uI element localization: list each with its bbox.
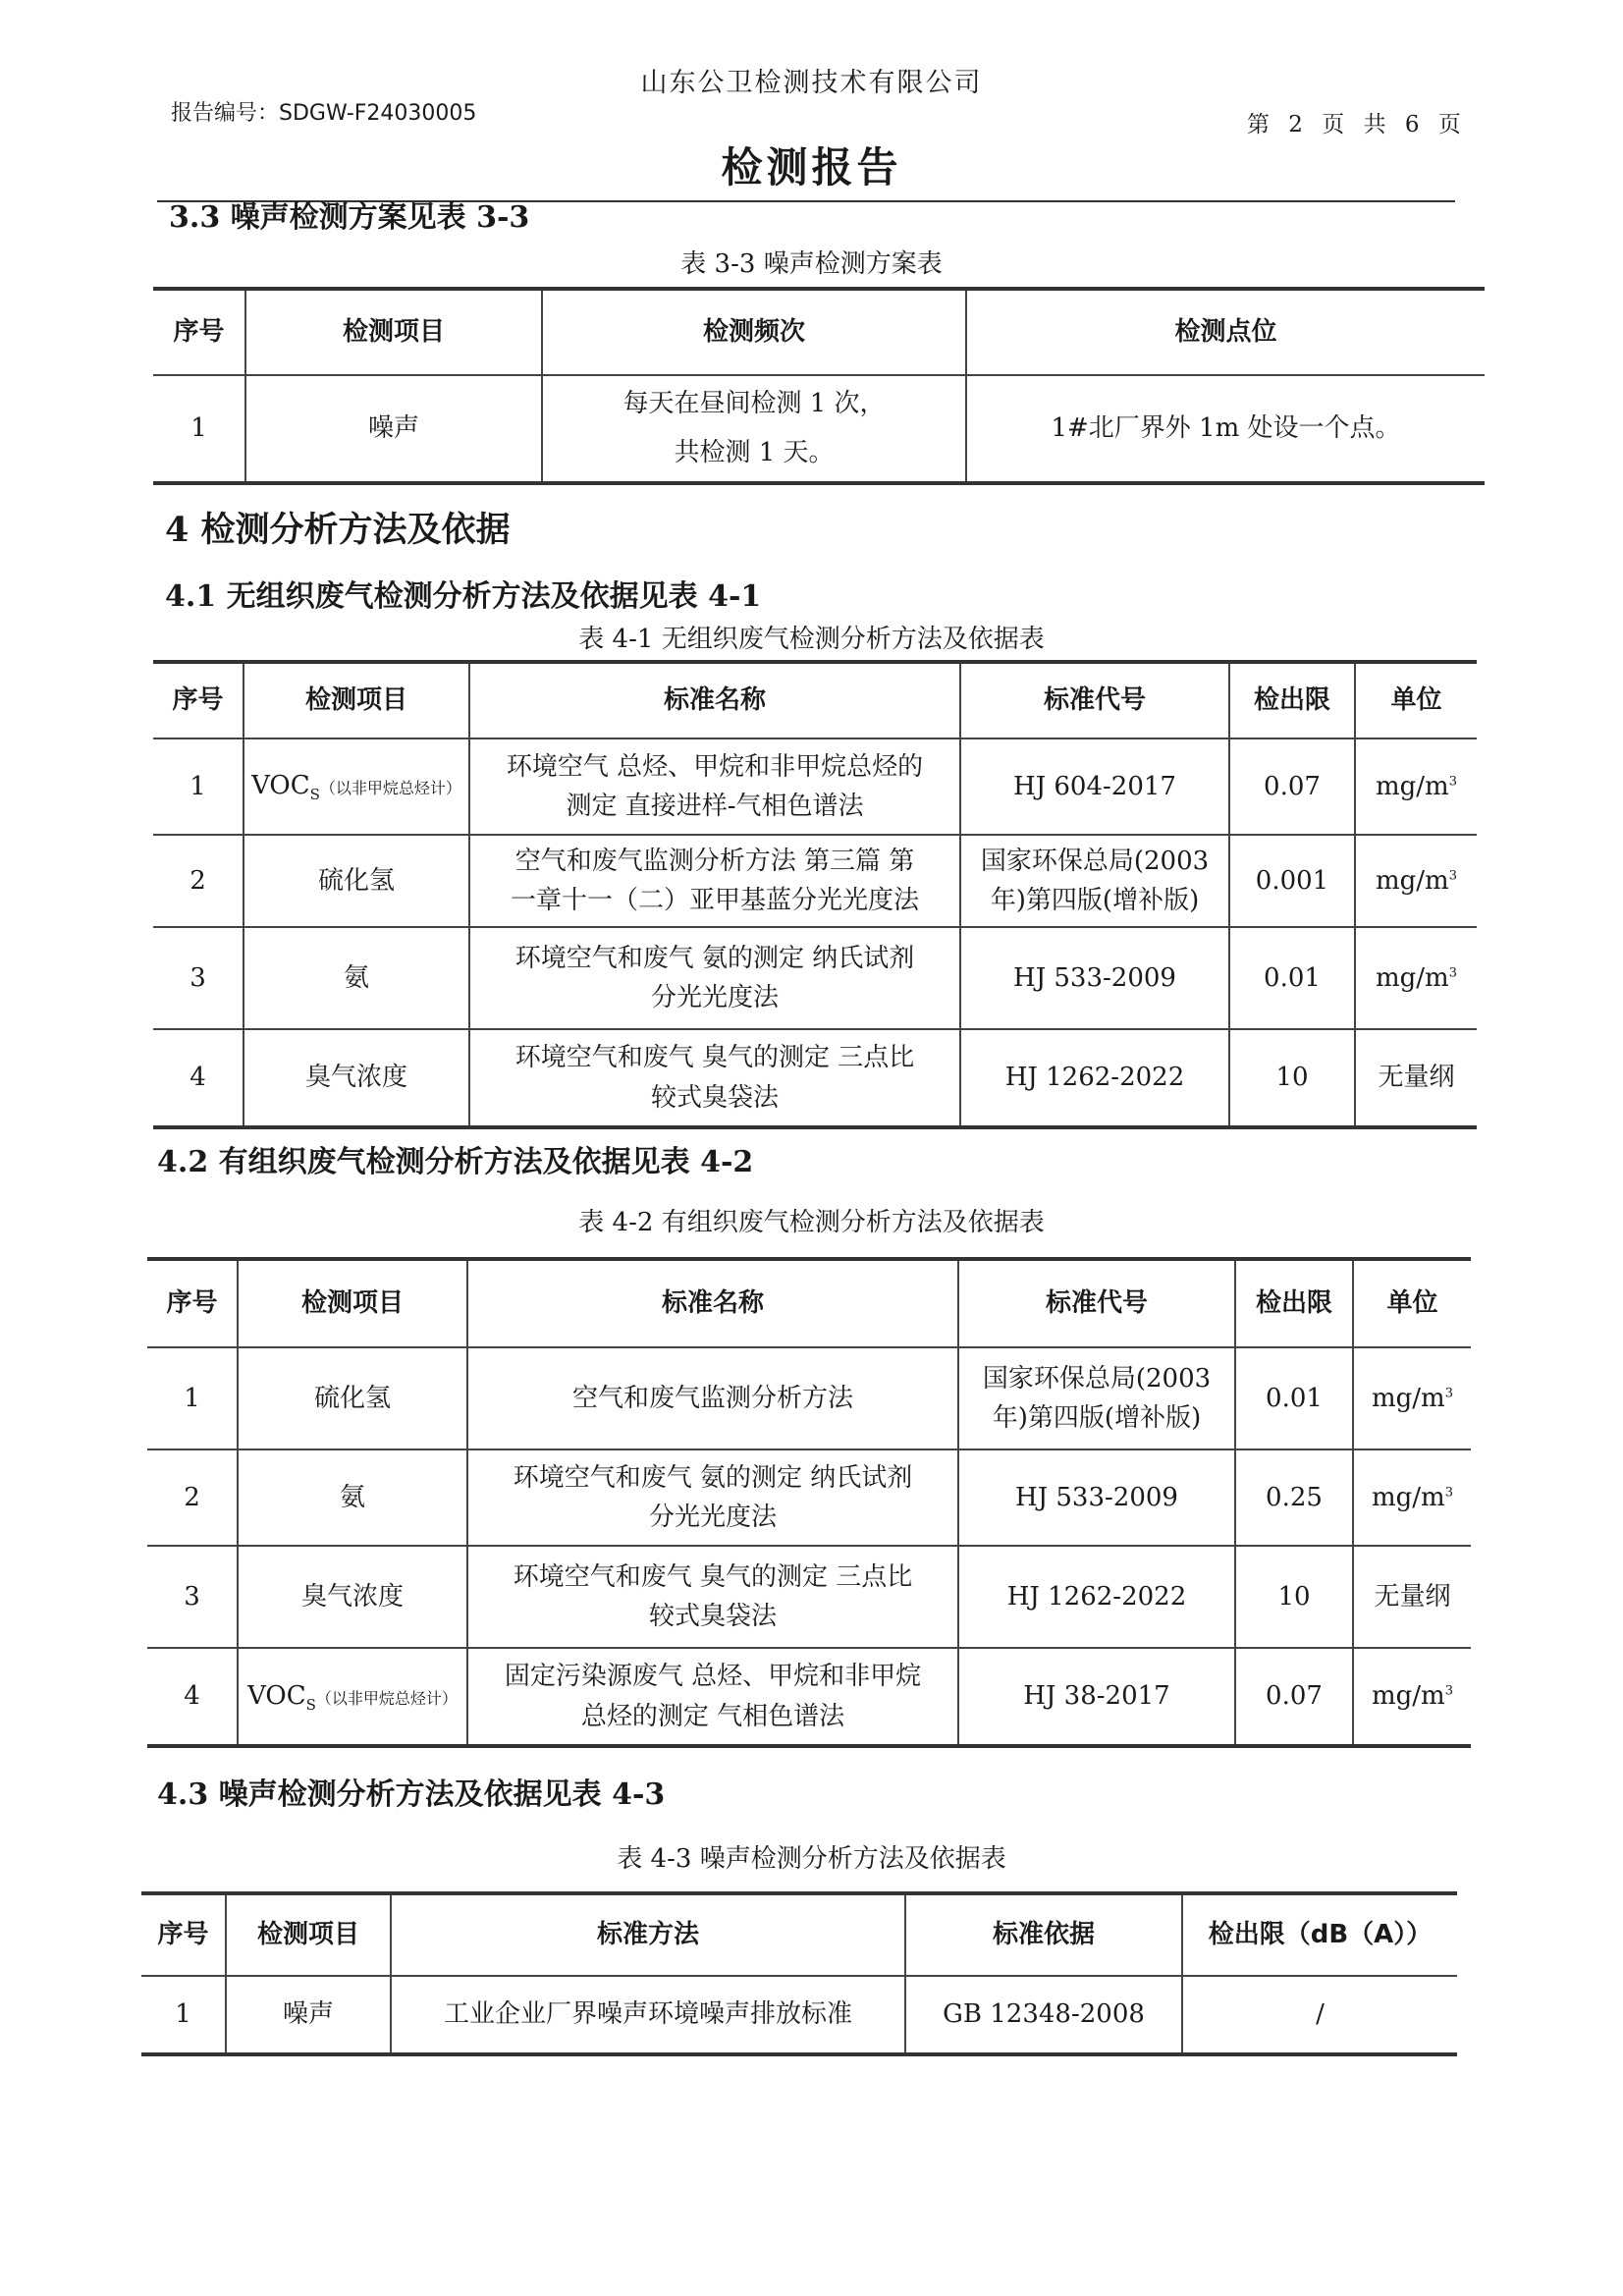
table-header-cell: 检测项目 [238, 1259, 467, 1347]
unit: 无量纲 [1353, 1546, 1471, 1648]
standard-code [958, 1347, 1235, 1449]
text-line: 分光光度法 [650, 983, 779, 1012]
table-header-cell: 序号 [153, 662, 243, 738]
unit-base: mg/m [1372, 1383, 1445, 1413]
table-header-cell: 检出限（dB（A）） [1182, 1893, 1457, 1976]
table-header-cell: 标准方法 [391, 1893, 905, 1976]
table-4-1 [153, 660, 1477, 1129]
text-line: 年)第四版(增补版) [990, 886, 1200, 915]
table-row [147, 1347, 1471, 1449]
text-line: 分光光度法 [648, 1503, 777, 1532]
detection-limit: 0.25 [1235, 1449, 1353, 1546]
text-line: HJ 38-2017 [1023, 1681, 1170, 1712]
text-line: 国家环保总局(2003 [982, 1363, 1212, 1394]
standard-name [467, 1449, 958, 1546]
text-line: 国家环保总局(2003 [980, 846, 1210, 876]
detection-limit: 0.01 [1229, 927, 1355, 1029]
text-line: 环境空气和废气 臭气的测定 三点比 [514, 1043, 915, 1073]
unit [1355, 738, 1477, 835]
text-line: 空气和废气监测分析方法 [571, 1383, 853, 1413]
detection-limit: / [1182, 1976, 1457, 2054]
table-row [141, 1976, 1457, 2054]
text-line: HJ 533-2009 [1015, 1482, 1178, 1512]
table-row [153, 835, 1477, 927]
standard-name [469, 835, 960, 927]
standard-name [469, 738, 960, 835]
test-item: 氨 [238, 1449, 467, 1546]
text-line: 环境空气和废气 臭气的测定 三点比 [513, 1561, 913, 1592]
item-note: （以非甲烷总烃计） [315, 1688, 458, 1708]
table-header-cell: 序号 [153, 289, 245, 375]
table-row [153, 375, 1485, 483]
item-subscript: S [309, 786, 320, 804]
item-subscript: S [305, 1695, 316, 1714]
table-4-3-caption: 表 4-3 噪声检测分析方法及依据表 [617, 1844, 1006, 1874]
item-note: （以非甲烷总烃计） [319, 779, 461, 798]
report-number: 报告编号：SDGW-F24030005 [171, 101, 477, 126]
standard-code [960, 927, 1229, 1029]
unit [1353, 1347, 1471, 1449]
row-number: 1 [189, 771, 206, 801]
test-point: 1#北厂界外 1m 处设一个点。 [966, 375, 1485, 483]
table-header-cell: 检测项目 [226, 1893, 391, 1976]
section-3-3-heading: 3.3 噪声检测方案见表 3-3 [169, 200, 530, 235]
table-header-cell: 单位 [1355, 662, 1477, 738]
text-line: 年)第四版(增补版) [992, 1403, 1202, 1433]
standard-code [958, 1546, 1235, 1648]
table-row [147, 1648, 1471, 1746]
row-number: 1 [175, 1999, 191, 2030]
table-3-3-caption: 表 3-3 噪声检测方案表 [680, 249, 943, 279]
unit-exponent: 3 [1444, 1683, 1453, 1699]
row-number: 1 [184, 1383, 200, 1413]
table-header-cell: 标准依据 [905, 1893, 1182, 1976]
page-indicator: 第 2 页 共 6 页 [1247, 112, 1467, 137]
test-item: 噪声 [226, 1976, 391, 2054]
table-row [147, 1546, 1471, 1648]
section-4-2-heading: 4.2 有组织废气检测分析方法及依据见表 4-2 [157, 1145, 754, 1179]
company-name: 山东公卫检测技术有限公司 [640, 68, 983, 98]
text-line: 固定污染源废气 总烃、甲烷和非甲烷 [504, 1662, 922, 1692]
table-header-cell: 检测频次 [542, 289, 966, 375]
table-header-cell: 检测项目 [243, 662, 469, 738]
text-line: HJ 533-2009 [1013, 962, 1176, 993]
table-header-cell: 标准名称 [469, 662, 960, 738]
test-item [238, 1648, 467, 1746]
text-line: 环境空气 总烃、甲烷和非甲烷总烃的 [506, 751, 924, 782]
standard-basis: GB 12348-2008 [905, 1976, 1182, 2054]
standard-method: 工业企业厂界噪声环境噪声排放标准 [391, 1976, 905, 2054]
item-main: VOC [251, 771, 310, 801]
text-line: 每天在昼间检测 1 次， [622, 389, 886, 419]
table-row [153, 927, 1477, 1029]
row-number: 3 [153, 927, 243, 1029]
standard-name [467, 1546, 958, 1648]
test-item: 氨 [243, 927, 469, 1029]
table-header-cell: 标准代号 [960, 662, 1229, 738]
unit-base: mg/m [1372, 1482, 1445, 1512]
unit-exponent: 3 [1448, 868, 1457, 884]
table-header-cell: 检测点位 [966, 289, 1485, 375]
standard-code [958, 1648, 1235, 1746]
text-line: 一章十一（二）亚甲基蓝分光光度法 [510, 886, 919, 915]
text-line: HJ 604-2017 [1013, 771, 1176, 801]
standard-code [958, 1449, 1235, 1546]
table-4-3 [141, 1891, 1457, 2056]
unit [1355, 927, 1477, 1029]
document-title: 检测报告 [721, 143, 902, 191]
standard-code [960, 835, 1229, 927]
text-line: 总烃的测定 气相色谱法 [580, 1701, 845, 1731]
row-number: 4 [147, 1648, 238, 1746]
row-number: 4 [153, 1029, 243, 1127]
test-item: 臭气浓度 [238, 1546, 467, 1648]
detection-limit: 0.001 [1229, 835, 1355, 927]
unit-exponent: 3 [1448, 774, 1457, 790]
table-row [153, 1029, 1477, 1127]
table-4-1-caption: 表 4-1 无组织废气检测分析方法及依据表 [578, 625, 1045, 654]
text-line: 较式臭袋法 [650, 1082, 779, 1113]
detection-limit: 0.07 [1235, 1648, 1353, 1746]
test-item [243, 738, 469, 835]
unit [1353, 1449, 1471, 1546]
section-4-3-heading: 4.3 噪声检测分析方法及依据见表 4-3 [157, 1777, 666, 1812]
unit-exponent: 3 [1448, 965, 1457, 981]
table-header-cell: 序号 [141, 1893, 226, 1976]
table-3-3 [153, 287, 1485, 485]
row-number: 1 [190, 413, 207, 444]
unit [1355, 835, 1477, 927]
unit-exponent: 3 [1444, 1386, 1453, 1401]
row-number: 2 [147, 1449, 238, 1546]
standard-name [469, 1029, 960, 1127]
text-line: 测定 直接进样-气相色谱法 [566, 792, 864, 821]
table-header-cell: 检出限 [1235, 1259, 1353, 1347]
table-row [153, 738, 1477, 835]
unit-base: mg/m [1376, 865, 1449, 896]
detection-limit: 0.01 [1235, 1347, 1353, 1449]
table-header-cell: 检测项目 [245, 289, 542, 375]
detection-limit: 0.07 [1229, 738, 1355, 835]
standard-code [960, 1029, 1229, 1127]
section-4-1-heading: 4.1 无组织废气检测分析方法及依据见表 4-1 [165, 579, 762, 614]
table-row [147, 1449, 1471, 1546]
unit-base: mg/m [1376, 962, 1449, 993]
text-line: 较式臭袋法 [648, 1602, 777, 1631]
test-item: 硫化氢 [238, 1347, 467, 1449]
test-item: 噪声 [245, 375, 542, 483]
table-header-cell: 标准代号 [958, 1259, 1235, 1347]
standard-name [469, 927, 960, 1029]
unit: 无量纲 [1355, 1029, 1477, 1127]
text-line: HJ 1262-2022 [1004, 1063, 1185, 1093]
unit-exponent: 3 [1444, 1485, 1453, 1501]
section-4-heading: 4 检测分析方法及依据 [165, 510, 511, 550]
detection-limit: 10 [1235, 1546, 1353, 1648]
row-number: 2 [153, 835, 243, 927]
detection-limit: 10 [1229, 1029, 1355, 1127]
text-line: 环境空气和废气 氨的测定 纳氏试剂 [514, 943, 915, 973]
text-line: 共检测 1 天。 [674, 437, 835, 467]
text-line: 空气和废气监测分析方法 第三篇 第 [514, 846, 915, 876]
standard-code [960, 738, 1229, 835]
standard-name [467, 1347, 958, 1449]
test-frequency [542, 375, 966, 483]
text-line: HJ 1262-2022 [1006, 1581, 1187, 1612]
unit [1353, 1648, 1471, 1746]
item-main: VOC [247, 1680, 306, 1711]
table-header-cell: 检出限 [1229, 662, 1355, 738]
table-4-2-caption: 表 4-2 有组织废气检测分析方法及依据表 [578, 1208, 1045, 1237]
table-4-2 [147, 1257, 1471, 1748]
test-item: 硫化氢 [243, 835, 469, 927]
table-header-cell: 标准名称 [467, 1259, 958, 1347]
row-number: 3 [147, 1546, 238, 1648]
unit-base: mg/m [1376, 771, 1449, 801]
table-header-cell: 序号 [147, 1259, 238, 1347]
table-header-cell: 单位 [1353, 1259, 1471, 1347]
unit-base: mg/m [1372, 1681, 1445, 1712]
test-item: 臭气浓度 [243, 1029, 469, 1127]
standard-name [467, 1648, 958, 1746]
text-line: 环境空气和废气 氨的测定 纳氏试剂 [513, 1462, 913, 1493]
